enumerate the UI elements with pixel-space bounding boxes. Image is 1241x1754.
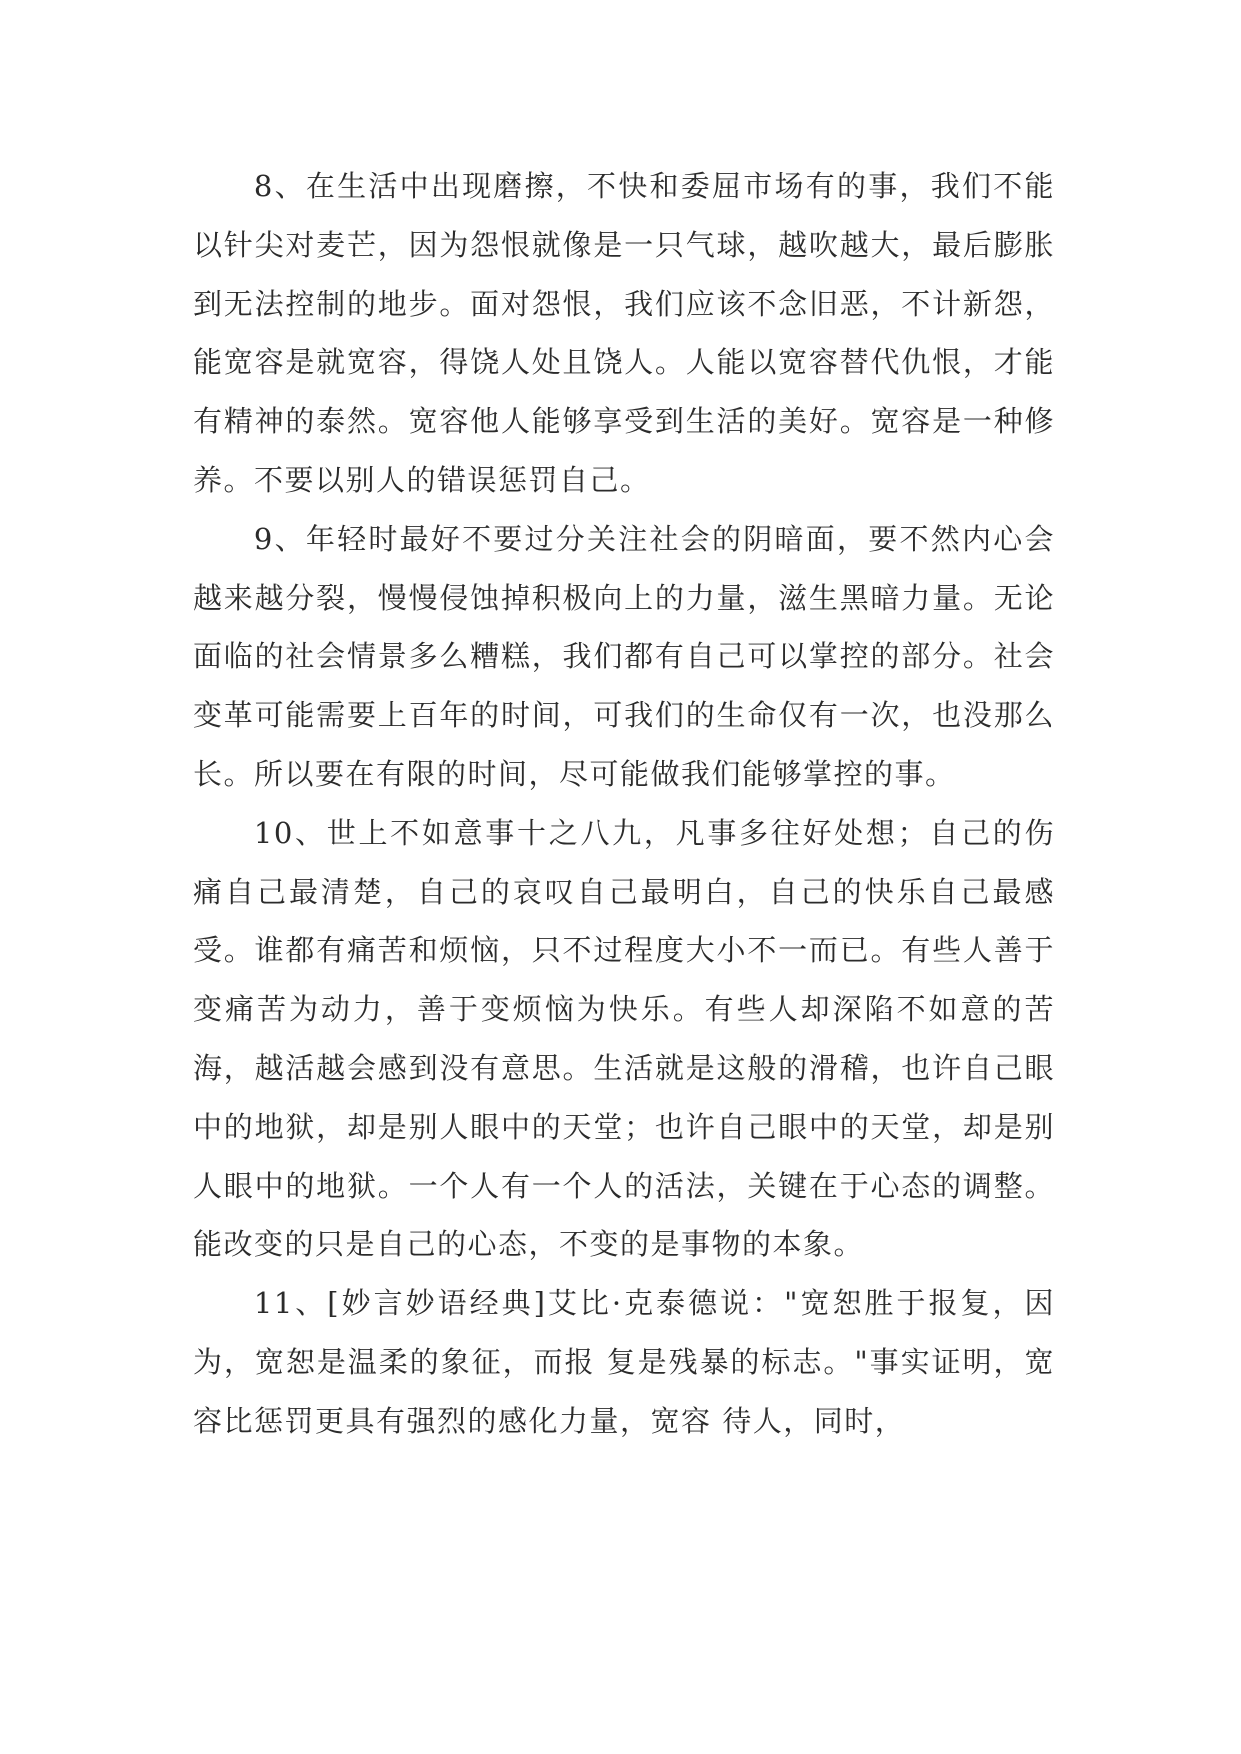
paragraph-8: 8、在生活中出现磨擦，不快和委屈市场有的事，我们不能以针尖对麦芒，因为怨恨就像是一只气球，越吹越大，最后膨胀到无法控制的地步。面对怨恨，我们应该不念旧恶，不计新怨，能宽容是就宽容，得饶人处且饶人。人能以宽容替代仇恨，才能有精神的泰然。宽容他人能够享受到生活的美好。宽容是一种修养。不要以别人的错误惩罚自己。 <box>193 169 1055 497</box>
paragraph-9: 9、年轻时最好不要过分关注社会的阴暗面，要不然内心会越来越分裂，慢慢侵蚀掉积极向上的力量，滋生黑暗力量。无论面临的社会情景多么糟糕，我们都有自己可以掌控的部分。社会变革可能需要上百年的时间，可我们的生命仅有一次，也没那么长。所以要在有限的时间，尽可能做我们能够掌控的事。 <box>193 521 1055 791</box>
document-body <box>193 157 1055 1451</box>
paragraph-10: 10、世上不如意事十之八九，凡事多往好处想；自己的伤痛自己最清楚，自己的哀叹自己最明白，自己的快乐自己最感受。谁都有痛苦和烦恼，只不过程度大小不一而已。有些人善于变痛苦为动力，善于变烦恼为快乐。有些人却深陷不如意的苦海，越活越会感到没有意思。生活就是这般的滑稽，也许自己眼中的地狱，却是别人眼中的天堂；也许自己眼中的天堂，却是别人眼中的地狱。一个人有一个人的活法，关键在于心态的调整。能改变的只是自己的心态，不变的是事物的本象。 <box>193 815 1055 1262</box>
paragraph-11: 11、[妙言妙语经典]艾比·克泰德说："宽恕胜于报复，因为，宽恕是温柔的象征，而报 复是残暴的标志。"事实证明，宽容比惩罚更具有强烈的感化力量，宽容 待人，同时， <box>193 1286 1055 1438</box>
